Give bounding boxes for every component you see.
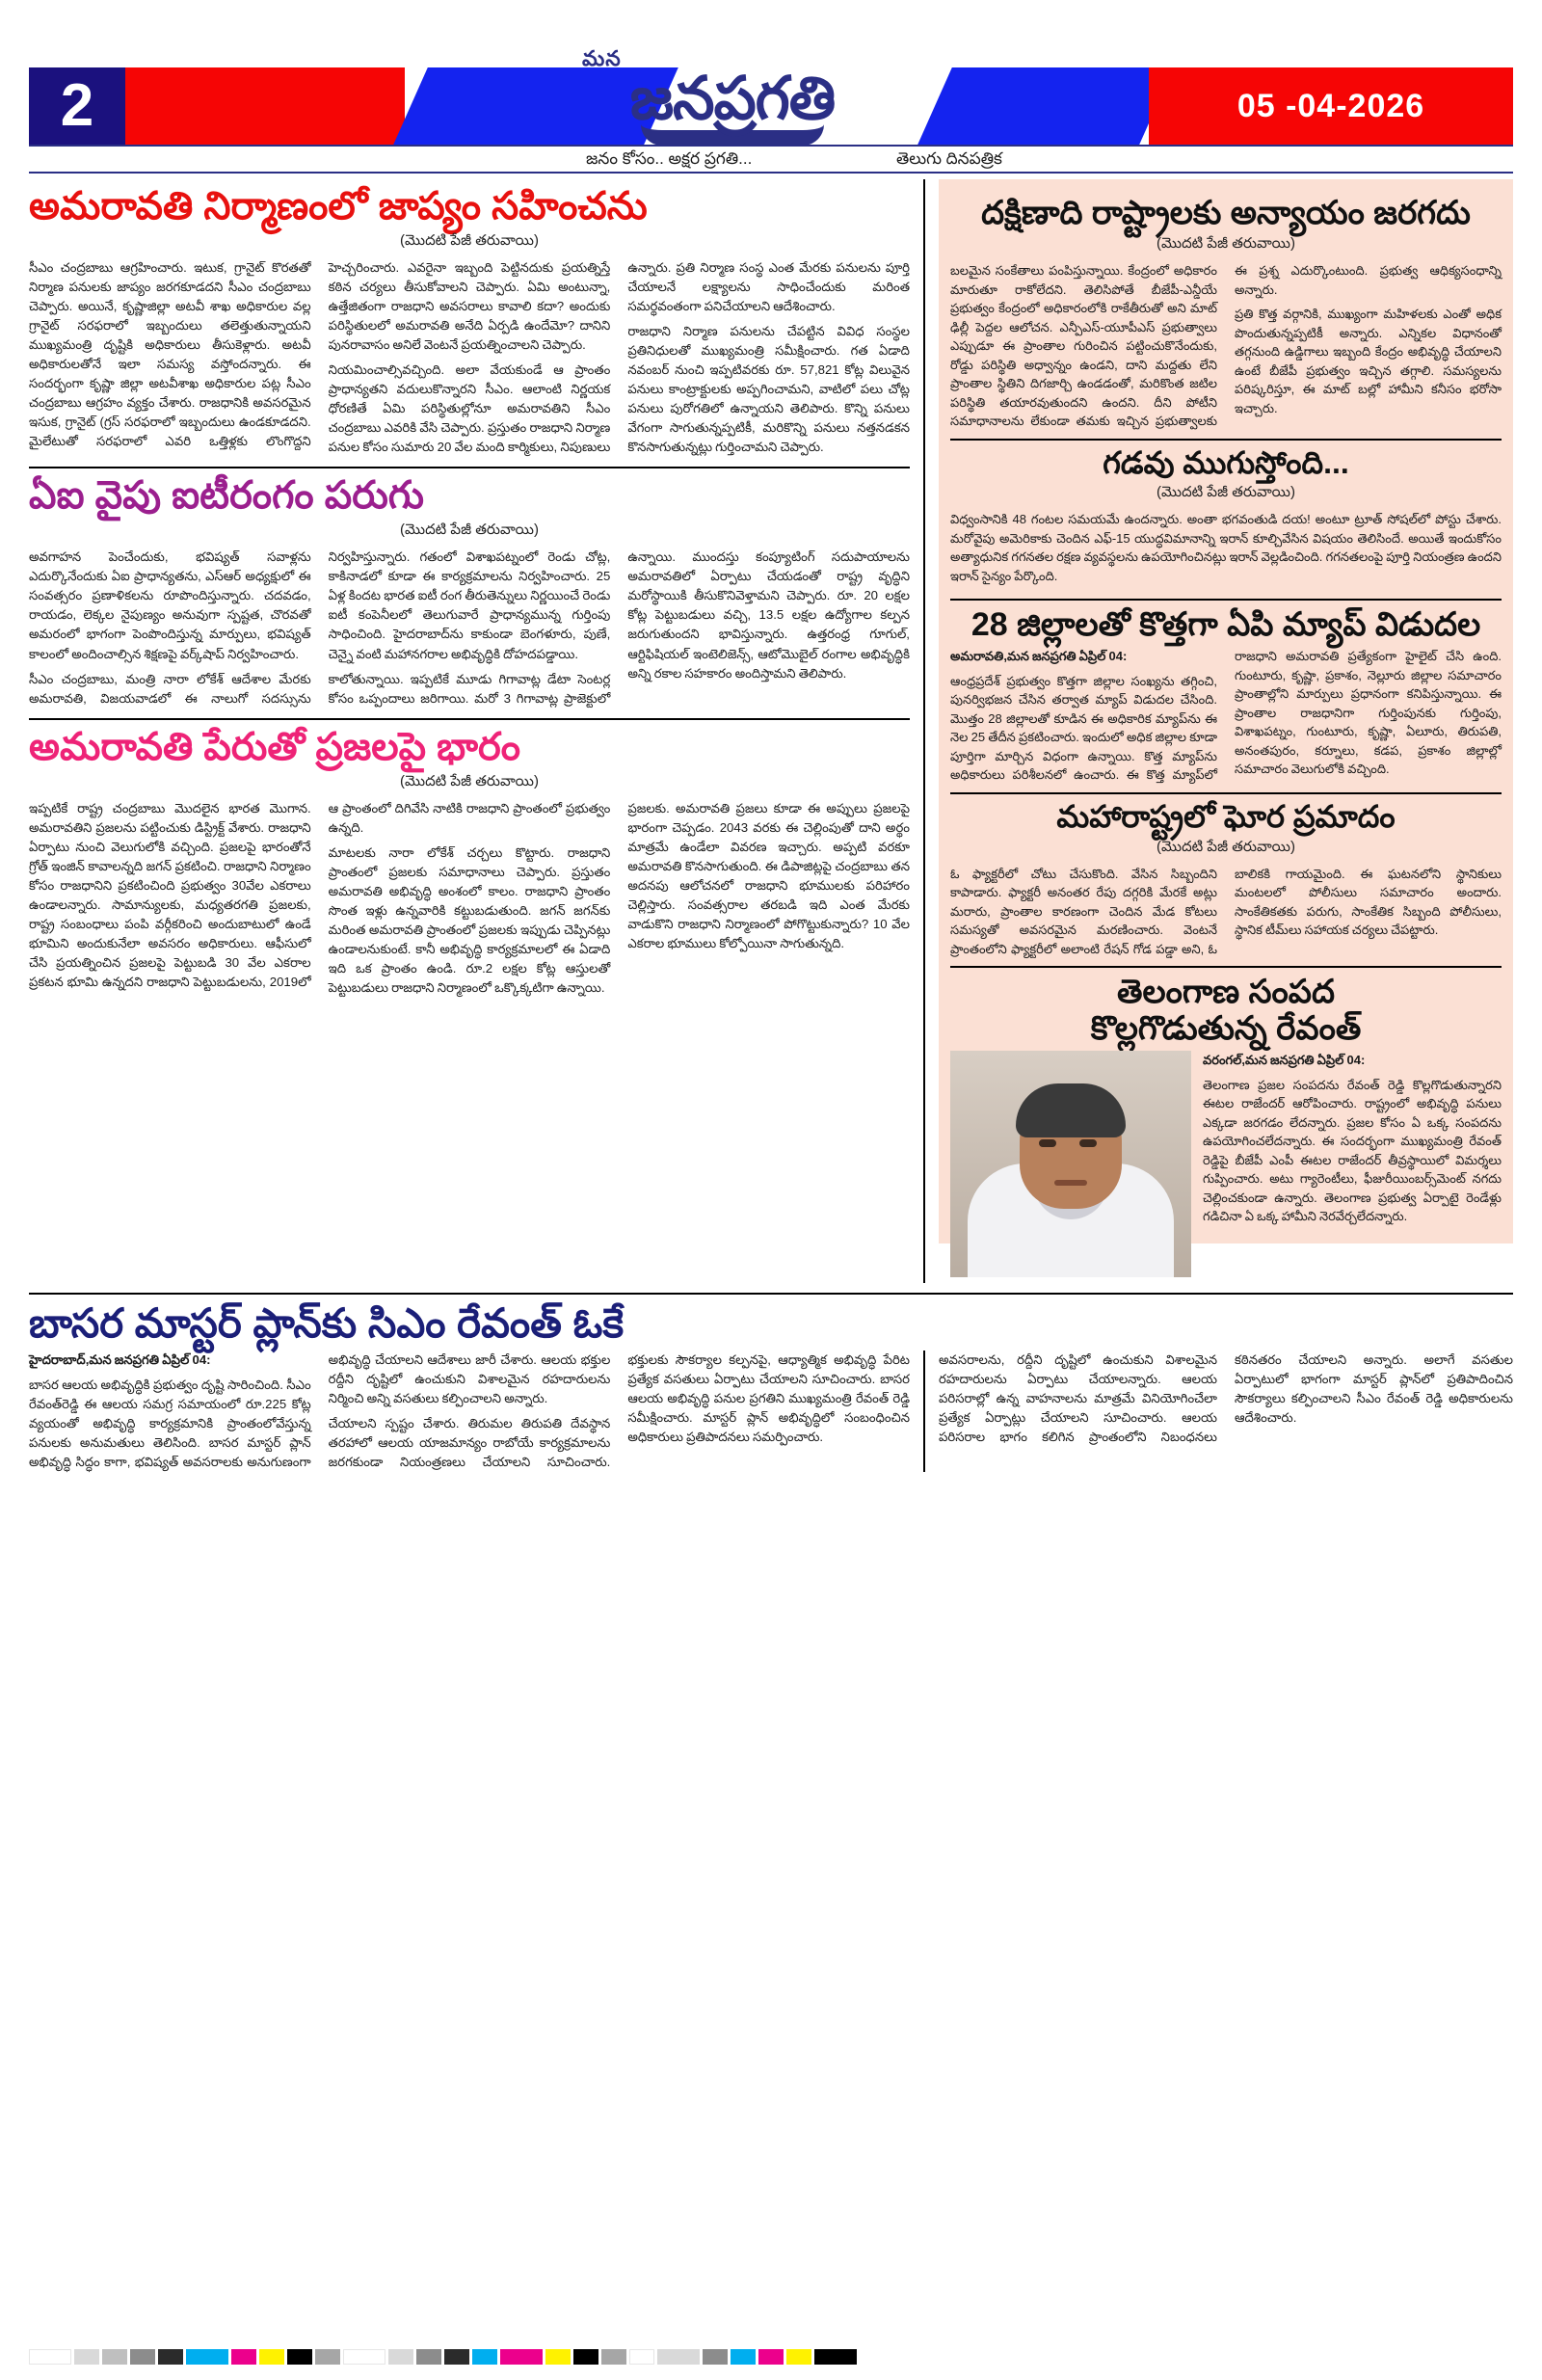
headline-ai-it: ఏఐ వైపు ఐటీరంగం పరుగు <box>29 474 424 518</box>
color-bar <box>472 2349 497 2365</box>
basara-columns <box>29 1350 1513 1472</box>
color-bar <box>814 2349 857 2365</box>
section-divider <box>29 1293 1513 1295</box>
color-bar <box>601 2349 626 2365</box>
story-south-states <box>950 195 1502 431</box>
story-maharashtra <box>950 800 1502 958</box>
tagline-right: తెలుగు దినపత్రిక <box>896 149 1002 168</box>
publication-date: 05 -04-2026 <box>1236 88 1425 124</box>
body-basara-left <box>29 1350 910 1472</box>
color-bar <box>573 2349 598 2365</box>
color-bar <box>786 2349 811 2365</box>
section-divider <box>950 792 1502 794</box>
color-bar <box>388 2349 413 2365</box>
headline-telangana-line1: తెలంగాణ సంపద <box>1117 974 1335 1011</box>
body-amaravati-delay <box>29 258 910 458</box>
paragraph: అవసరాలను, రద్దీని దృష్టిలో ఉంచుకుని విశాలమైన రహదారులను ఏర్పాటు చేయాలన్నారు. ఆలయ పరిసరాల్లో ఉన్న వాహనాలను మాత్రమే వినియోగించేలా ప్రత్యేక ఏర్పాట్లు చేయాలని సూచించారు. ఆలయ పరిసరాల భాగం కలిగిన ప్రాంతంలోని నిబంధనలు కఠినతరం చేయాలని అన్నారు. అలాగే వసతుల ఏర్పాటులో భాగంగా మాస్టర్ ప్లాన్‌లో ప్రతిపాదించిన సౌకర్యాలు కల్పించాలని సీఎం రేవంత్ రెడ్డి అధికారులను ఆదేశించారు. <box>939 1351 1513 1444</box>
masthead-red-band <box>125 67 405 145</box>
body-ai-it <box>29 548 910 709</box>
byline-south-states: (మొదటి పేజీ తరువాయి) <box>1156 235 1295 253</box>
photo-hair <box>1016 1083 1126 1137</box>
right-column-block <box>925 179 1513 1283</box>
page-content <box>29 179 1513 1472</box>
paragraph <box>29 1350 311 1370</box>
brand-prefix: మన <box>582 46 622 70</box>
brand-logo <box>569 48 896 146</box>
body-basara-right <box>939 1350 1513 1447</box>
main-row <box>29 179 1513 1283</box>
paragraph: సీఎం చంద్రబాబు ఆగ్రహించారు. ఇటుక, గ్రానైట్ కొరతతో నిర్మాణ పనులకు జాప్యం జరగకూడదని సీఎం చంద్రబాబు చెప్పారు. అయినే, కృష్ణాజిల్లా అటవీ శాఖ అధికారుల వల్ల గ్రానైట్ సరఫరాలో ఇబ్బందులు తలెత్తుతున్నాయని ముఖ్యమంత్రి దృష్టికి అధికారులు తీసుకెళ్లారు. అటవీ అధికారులతోనే ఇలా సమస్య వస్తోందన్నారు. ఈ సందర్భంగా కృష్ణా జిల్లా అటవీశాఖ అధికారుల పట్ల సీఎం చంద్రబాబు ఆగ్రహం వ్యక్తం చేశారు. రాజధానికి అవసరమైన ఇసుక, గ్రానైట్ (గ్రస్ సరఫరాలో ఇబ్బందులు ఉండకూడదని. మైలేటుతో సరఫరాలో ఎవరి ఒత్తిళ్లకు లొంగొద్దని హెచ్చరించారు. ఎవరైనా ఇబ్బంది పెట్టినదుకు ప్రయత్నిస్తే కఠిన చర్యలు తీసుకోవాలని చెప్పారు. ఏమి అంటున్నా, ఉత్తేజితంగా రాజధాని అవసరాలు కావాలి కదా? అందుకు పరిస్థితులలో అమరావతి అనేది ఏర్పడి ఉందేమో? దానిని పునరావాసం అనిలే వెంటనే ప్రయత్నించాలని చెప్పారు. <box>29 259 611 449</box>
brand-title: జనప్రగతి <box>629 66 836 132</box>
headline-amaravati-burden: అమరావతి పేరుతో ప్రజలపై భారం <box>29 725 521 768</box>
color-bar <box>731 2349 756 2365</box>
headline-basara: బాసర మాస్టర్ ప్లాన్‌కు సిఎం రేవంత్ ఓకే <box>29 1300 625 1347</box>
paragraph: విధ్వంసానికి 48 గంటల సమయమే ఉందన్నారు. అంతా భగవంతుడి దయ! అంటూ ట్రూత్ సోషల్‌లో పోస్టు చేశారు. మరోవైపు అమెరికాకు చెందిన ఎఫ్-15 యుద్ధవిమానాన్ని ఇరాన్ కూల్చివేసిన విషయం తెలిసిందే. అయితే ఇందుకోసం అత్యాధునిక గగనతల రక్షణ వ్యవస్థలను ఉపయోగించినట్లు ఇరాన్ వెల్లడించింది. గగనతలంపై పూర్తి నియంత్రణ ఉందని ఇరాన్ సైన్యం పేర్కొంది. <box>950 512 1502 583</box>
color-bar <box>500 2349 543 2365</box>
body-south-states <box>950 261 1502 431</box>
section-divider <box>950 966 1502 968</box>
paragraph: బాసర ఆలయ అభివృద్ధికి ప్రభుత్వం దృష్టి సారించింది. సీఎం రేవంత్‌రెడ్డి ఈ ఆలయ సమగ్ర సమాయంలో రూ.225 కోట్ల వ్యయంతో అభివృద్ధి కార్యక్రమానికి ప్రాంతంలోవేస్తున్న పనులకు అనుమతులు తెలిసింది. బాసర మాస్టర్ ప్లాన్ అభివృద్ధి సిద్ధం కాగా, భవిష్యత్ అవసరాలకు అనుగుణంగా అభివృద్ధి చేయాలని ఆదేశాలు జారీ చేశారు. ఆలయ భక్తుల రద్దీని దృష్టిలో ఉంచుకుని విశాలమైన రహదారులను నిర్మించి అన్ని వసతులు కల్పించాలని అన్నారు. <box>29 1351 611 1469</box>
section-divider <box>29 718 910 720</box>
paragraph: మాటలకు నారా లోకేశ్ చర్చలు కొట్టారు. రాజధాని ప్రాంతంలో ప్రజలకు సమాధానాలు చెప్పారు. ప్రస్తుతం అమరావతి అభివృద్ధి అంశంలో కాలం. రాజధాని ప్రాంతం సొంత ఇళ్లు ఉన్నవారికి కట్టుబడుతుంది. జగన్ జగన్‌కు మరింత అమరావతి ప్రాంతంలో ప్రజలకు ఇప్పుడు చెప్పినట్లు ఉండాలనుకుంటే. కానీ అభివృద్ధి కార్యక్రమాలలో ఈ ఏడాది ఇది ఒక ప్రాంతం ఉండి. రూ.2 లక్షల కోట్ల ఆస్తులతో పెట్టుబడులు రాజధాని నిర్మాణంలో ఒక్కొక్కటిగా ఉన్నాయి. <box>328 844 611 996</box>
paragraph: ఆంధ్రప్రదేశ్ ప్రభుత్వం కొత్తగా జిల్లాల సంఖ్యను తగ్గించి, పునర్విభజన చేసిన తర్వాత మ్యాప్ విడుదల చేసింది. మొత్తం 28 జిల్లాలతో కూడిన ఈ అధికారిక మ్యాప్‌ను ఈ నెల 25 తేదీన ప్రకటించారు. ఇందులో అధిక జిల్లాల కూడా పూర్తిగా మార్చిన విధంగా ఉన్నాయి. కొత్త మ్యాప్‌ను అధికారులు పరిశీలనలో ఉంచారు. ఈ కొత్త మ్యాప్‌లో రాజధాని అమరావతి ప్రత్యేకంగా హైలైట్ చేసి ఉంది. గుంటూరు, కృష్ణా, ప్రకాశం, నెల్లూరు జిల్లాల సమాచారం ప్రాంతాల్లోని మార్పులు ప్రధానంగా కనిపిస్తున్నాయి. ఈ ప్రాంతాల రాజధానిగా గుర్తింపునకు గుర్తింపు, విశాఖపట్నం, గుంటూరు, కృష్ణా, ఏలూరు, తిరుపతి, అనంతపురం, కర్నూలు, కడప, ప్రకాశం జిల్లాల్లో సమాచారం వెలుగులోకి వచ్చింది. <box>950 649 1502 783</box>
story-ap-map <box>950 606 1502 785</box>
section-divider <box>950 599 1502 601</box>
headline-south-states: దక్షిణాది రాష్ట్రాలకు అన్యాయం జరగదు <box>981 195 1471 231</box>
byline-ai-it: (మొదటి పేజీ తరువాయి) <box>400 521 539 539</box>
color-bar <box>315 2349 340 2365</box>
headline-deadline: గడవు ముగుస్తోంది... <box>1103 444 1349 480</box>
paragraph: తెలంగాణ ప్రజల సంపదను రేవంత్ రెడ్డి కొల్లగొడుతున్నారని ఈటల రాజేందర్ ఆరోపించారు. రాష్ట్రంలో అభివృద్ధి పనులు ఎక్కడా జరగడం లేదన్నారు. ప్రజల కోసం ఏ ఒక్క సంపదను ఉపయోగించలేదన్నారు. ఈ సందర్భంగా ముఖ్యమంత్రి రేవంత్ రెడ్డిపై బీజేపీ ఎంపీ ఈటల రాజేందర్ తీవ్రస్థాయిలో విమర్శలు గుప్పించారు. అటు గ్యారెంటీలు, ఫీజురీయింబర్స్‌మెంట్ నగదు చెల్లించకుండా ఉన్నారు. తెలంగాణ ప్రభుత్వ ఏర్పాటై రెండేళ్లు గడిచినా ఏ ఒక్క హామీని నెరవేర్చలేదన్నారు. <box>1203 1077 1502 1224</box>
story-basara <box>29 1300 1513 1471</box>
color-bar <box>287 2349 312 2365</box>
basara-left <box>29 1350 925 1472</box>
body-deadline <box>950 510 1502 591</box>
story-telangana <box>950 974 1502 1226</box>
color-bar <box>657 2349 700 2365</box>
color-bar <box>231 2349 256 2365</box>
color-calibration-bars <box>29 2347 1513 2367</box>
byline-amaravati-burden: (మొదటి పేజీ తరువాయి) <box>400 772 539 789</box>
dateline-ap-map: అమరావతి,మన జనప్రగతి ఏప్రిల్ 04: <box>950 649 1128 664</box>
color-bar <box>29 2349 71 2365</box>
basara-right <box>925 1350 1513 1472</box>
paragraph: సీఎం చంద్రబాబు, మంత్రి నారా లోకేశ్ ఆదేశాల మేరకు అమరావతి, విజయవాడలో ఈ నాలుగో సదస్సును నిర్వహిస్తున్నారు. గతంలో విశాఖపట్నంలో రెండు చోట్ల, కాకినాడలో కూడా ఈ కార్యక్రమాలను నిర్వహించారు. 25 ఏళ్ల కిందట భారత ఐటీ రంగ తీరుతెన్నులు నిర్ణయించే రెండు ఐటీ కంపెనీలలో తెలుగువారే ప్రాధాన్యమున్న గుర్తింపు సాధించింది. హైదరాబాద్‌ను కాకుండా బెంగళూరు, పుణే, చెన్నై వంటి మహానగరాల అభివృద్ధికి దోహదపడ్డాయి. <box>29 549 611 706</box>
color-bar <box>343 2349 386 2365</box>
right-pink-panel <box>939 179 1513 1243</box>
color-bar <box>758 2349 784 2365</box>
dateline-basara: హైదరాబాద్,మన జనప్రగతి ఏప్రిల్ 04: <box>29 1351 211 1367</box>
section-divider <box>29 467 910 468</box>
color-bar <box>629 2349 654 2365</box>
color-bar <box>444 2349 469 2365</box>
tagline-left: జనం కోసం.. అక్షర ప్రగతి... <box>586 149 753 168</box>
body-amaravati-burden <box>29 799 910 999</box>
photo-eye-right <box>1079 1139 1097 1147</box>
color-bar <box>102 2349 127 2365</box>
paragraph: రాజధాని నిర్మాణ పనులను చేపట్టిన వివిధ సంస్థల ప్రతినిధులతో ముఖ్యమంత్రి సమీక్షించారు. గత ఏడాది నవంబర్ నుంచి ఇప్పటివరకు రూ. 57,821 కోట్ల విలువైన పనులు కాంట్రాక్టులకు అప్పగించామని, వాటిలో పలు చోట్ల పనులు పురోగతిలో ఉన్నాయని తెలిపారు. కొన్ని పనులు వేగంగా సాగుతున్నప్పటికీ, మరికొన్ని పనులు నత్తనడకన కొనసాగుతున్నట్లు గుర్తించామని చెప్పారు. <box>627 323 910 455</box>
byline-amaravati-delay: (మొదటి పేజీ తరువాయి) <box>400 231 539 249</box>
photo-eye-left <box>1039 1139 1056 1147</box>
masthead-blue-band-2 <box>917 67 1174 145</box>
story-ai-it <box>29 474 910 708</box>
color-bar <box>416 2349 441 2365</box>
paragraph: అవగాహన పెంచేందుకు, భవిష్యత్ సవాళ్లను ఎదుర్కొనేందుకు ఏఐ ప్రాధాన్యతను, ఎస్ఆర్ అధ్యక్షులో ఈ సంవత్సరం ప్రణాళికలను రూపొందిస్తున్నారు. చదవడం, రాయడం, లెక్కల నైపుణ్యం అనువుగా స్పష్టత, చొరవతో అమరంలో భాగంగా పెంపొందిస్తున్న మార్పులు, భవిష్యత్ కాలంలో అందించాల్సిన శిక్షణపై వర్క్‌షాప్ నిర్వహించారు. <box>29 549 311 661</box>
byline-maharashtra: (మొదటి పేజీ తరువాయి) <box>1156 838 1295 855</box>
paragraph: ఇప్పటికే రాష్ట్ర చంద్రబాబు మెుదలైన భారత మెుగాన. అమరావతిని ప్రజలను పట్టించుకు డిస్ట్రిక్ట్ వేశారు. రాజధాని ఏర్పాటు నుంచి వెలుగులోకి వచ్చింది. ప్రజలపై భారంతోనే గ్రోత్ ఇంజిన్ కావాలన్నది జగన్ ప్రకటించి. రాజధాని నిర్మాణం కోసం రాజధానిని ప్రకటించింది ప్రభుత్వం 30వేల ఎకరాలు ఉండాలన్నారు. సామాన్యులకు, మధ్యతరగతి ప్రజలకు, రాష్ట్ర సంబంధాలు పంపి వర్గీకరించి అందుబాటులో ఉండే భూమిని అందుకునేలా అవసరం అధికారులు. ఆఫీసులో చేసి ప్రయత్నించిన ప్రజలపై పెట్టుబడి 30 వేల ఎకరాల ప్రకటన భూమి ఉన్నదని రాజధాని పెట్టుబడులను, 2019లో ఆ ప్రాంతంలో దిగివేసి నాటికి రాజధాని ప్రాంతంలో ప్రభుత్వం ఉన్నది. <box>29 800 611 990</box>
paragraph: ఓ ఫ్యాక్టరీలో చోటు చేసుకొంది. వేసిన సిబ్బందిని కాపాడారు. ఫ్యాక్టరీ అనంతర రేపు దగ్గరికి మేరకే అట్లు మరారు, ప్రాంతాల కారణంగా చెందిన మేడ కోటలు సమస్యతో అవసరమైన మరణించారు. వెంటనే ప్రాంతంలోని ఫ్యాక్టరీలో అలాంటి రేషన్ గోడ పడ్డా అని, ఓ బాలికకి గాయమైంది. ఈ ఘటనలోని స్థానికులు మంటలలో పోలీసులు సమాచారం అందారు. సాంకేతికతకు పరుగు, సాంకేతిక సిబ్బంది పోలీసులు, స్థానిక టీమ్‌లు సహాయక చర్యలు చేపట్టారు. <box>950 866 1502 956</box>
paragraph <box>950 647 1217 666</box>
body-maharashtra <box>950 865 1502 959</box>
paragraph: బలమైన సంకేతాలు పంపిస్తున్నాయి. కేంద్రంలో అధికారం మారుతూ రాకోలేదని. తెలిసిపోతే బీజేపీ-ఎన్డీయే ప్రభుత్వం కేంద్రంలో అధికారంలోకి రాకేతీరుతో అని మాట్ ఢిల్లీ పెద్దల ఆలోచన. ఎన్పీఎస్-యూపీఎస్ ప్రభుత్వాలు ఎప్పుడూ ఈ ప్రాంతాల గురించిన పట్టించుకొనేందుకు, రోడ్డు పరిస్థితి అధ్వాన్నం ఉండని, దాని మద్దతు లేని ప్రాంతాల స్థితిని దిగజార్చి ఉండడంతో, మరికొంత జటిల పరిస్థితి తయారవుతుందని ఉందని. దీని పోటీని సమాధానాలను లేకుండా తమకు ఇచ్చిన ప్రభుత్వాలకు ఈ ప్రశ్న ఎదుర్కొంటుంది. ప్రభుత్వ ఆధిక్యసంధాన్ని అన్నారు. <box>950 263 1502 429</box>
paragraph: ప్రతి కొత్త వర్గానికి, ముఖ్యంగా మహిళలకు ఎంతో అధిక పొందుతున్నప్పటికీ అన్నారు. ఎన్నికల విధానంతో తగ్గనుంది ఉడ్డిగాలు ఇబ్బంది కేంద్రం అభివృద్ధి చేయాలని ఉంటే బీజేపీ ప్రభుత్వం ఇచ్చిన తగ్గాలి. సమస్యలను పరిష్కరిస్తూ, ఈ మాట్ బల్లో హామీని కనీసం భరోసా ఇచ్చారు. <box>1235 307 1502 415</box>
section-divider <box>950 439 1502 441</box>
headline-ap-map: 28 జిల్లాలతో కొత్తగా ఏపి మ్యాప్ విడుదల <box>970 606 1481 644</box>
paragraph: కాలోతున్నాయి. ఇప్పటికే మూడు గిగావాట్ల డేటా సెంటర్ల కోసం ఒప్పందాలు జరిగాయి. మరో 3 గిగావాట్ల ప్రాజెక్టులో ఉన్నాయి. ముందస్తు కంప్యూటింగ్ సదుపాయాలను అమరావతిలో ఏర్పాటు చేయడంతో రాష్ట్ర వృద్ధిని మరోస్థాయికి తీసుకొనివెళ్తామని చెప్పారు. రూ. 20 లక్షల కోట్ల పెట్టుబడులు వచ్చి, 13.5 లక్షల ఉద్యోగాల కల్పన జరుగుతుందని భావిస్తున్నారు. ఉత్తరంధ్ర గూగుల్, ఆర్టిఫిషియల్ ఇంటెలిజెన్స్, ఆటోమొబైల్ రంగాల అభివృద్ధికి అన్ని రకాల సహకారం అందిస్తామని తెలిపారు. <box>328 549 910 706</box>
photo-etela-rajender <box>950 1051 1191 1277</box>
page-number-badge: 2 <box>29 67 125 145</box>
color-bar <box>545 2349 571 2365</box>
color-bar <box>130 2349 155 2365</box>
body-ap-map <box>950 647 1502 785</box>
color-bar <box>703 2349 728 2365</box>
masthead <box>29 27 1513 179</box>
story-amaravati-burden <box>29 726 910 998</box>
photo-mouth <box>1054 1180 1087 1186</box>
headline-telangana-line2: కొల్లగొడుతున్న రేవంత్ <box>1090 1010 1362 1048</box>
color-bar <box>158 2349 183 2365</box>
story-deadline <box>950 446 1502 592</box>
color-bar <box>259 2349 284 2365</box>
color-bar <box>186 2349 228 2365</box>
paragraph: ప్రజలకు. అమరావతి ప్రజలు కూడా ఈ అప్పులు ప్రజలపై భారంగా చెప్పడం. 2043 వరకు ఈ చెల్లింపుతో దాని అర్థం మాత్రమే ఉండేలా వివరణ ఇచ్చారు. అప్పటి వరకూ అమరావతి కొనసాగుతుంది. ఈ డిపాజిట్లపై చంద్రబాబు తన అదనపు ఆలోచనలో రాజధాని భూములకు పరిహారం చెల్లిస్తారు. సంవత్సరాల తరబడి ఇది ఎంత మేరకు వాడుకొని రాజధాని నిర్మాణంలో పోగొట్టుకున్నారు? 10 వేల ఎకరాల భూములు కోల్పోయినా సాగుతున్నది. <box>627 800 910 950</box>
story-amaravati-delay <box>29 185 910 457</box>
tagline-bar <box>29 145 1513 174</box>
headline-maharashtra: మహారాష్ట్రలో ఘోర ప్రమాదం <box>1056 798 1396 834</box>
paragraph: చేయాలని స్పష్టం చేశారు. తిరుమల తిరుపతి దేవస్థాన తరహాలో ఆలయ యాజమాన్యం రాబోయే కార్యక్రమాలను జరగకుండా నియంత్రణలు చేయాలని సూచించారు. భక్తులకు సౌకర్యాల కల్పనపై, ఆధ్యాత్మిక అభివృద్ధి పేరిట ప్రత్యేక వసతులు ఏర్పాటు చేయాలని సూచించారు. బాసర ఆలయ అభివృద్ధి పనుల ప్రగతిని ముఖ్యమంత్రి రేవంత్ రెడ్డి సమీక్షించారు. మాస్టర్ ప్లాన్ అభివృద్ధిలో సంబంధించిన అధికారులు ప్రతిపాదనలు సమర్పించారు. <box>328 1351 910 1469</box>
color-bar <box>74 2349 99 2365</box>
paragraph: నియమించాల్సివచ్చింది. అలా వేయకుండే ఆ ప్రాంతం ప్రాధాన్యతని వదులుకొన్నారని సీఎం. ఆలాంటి నిర్ణయక ధోరణితే ఏమి పరిస్థితుల్లోనూ అమరావతిని సీఎం చంద్రబాబు ఎవరికి వేసి చెప్పారు. ప్రస్తుతం రాజధాని నిర్మాణ పనుల కోసం సుమారు 20 వేల మంది కార్మికులు, నిపుణులు ఉన్నారు. ప్రతి నిర్మాణ సంస్థ ఎంత మేరకు పనులను పూర్తి చేయాలనే లక్ష్యాలను సాధించేందుకు మరింత సమర్థవంతంగా పనిచేయాలని ఆదేశించారు. <box>328 259 910 455</box>
dateline-telangana: వరంగల్,మన జనప్రగతి ఏప్రిల్ 04: <box>1203 1053 1366 1068</box>
byline-deadline: (మొదటి పేజీ తరువాయి) <box>1156 484 1295 501</box>
left-column-block <box>29 179 925 1283</box>
headline-amaravati-delay: అమరావతి నిర్మాణంలో జాప్యం సహించను <box>29 185 648 227</box>
